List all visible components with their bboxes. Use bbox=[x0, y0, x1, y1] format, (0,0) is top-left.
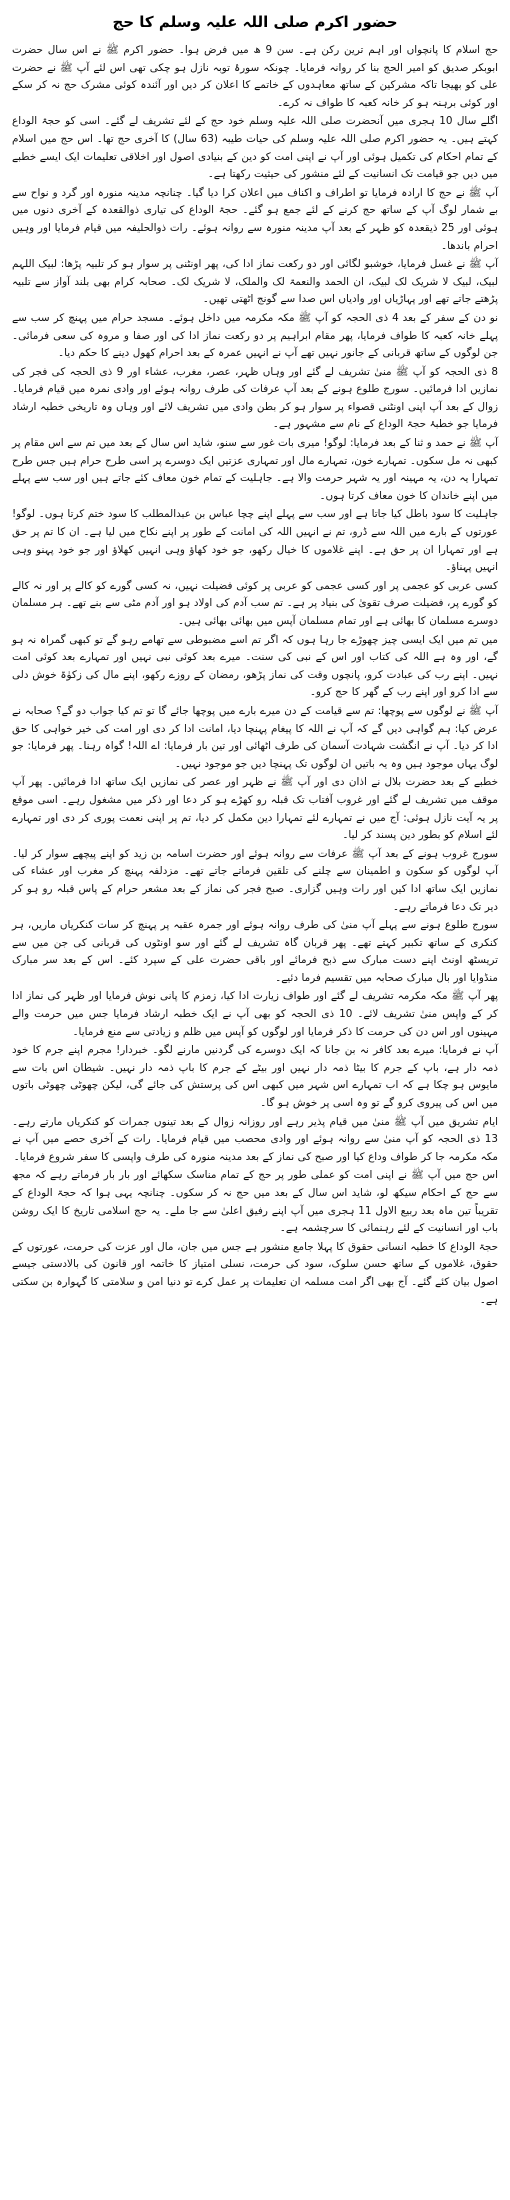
paragraph: حج اسلام کا پانچواں اور اہم ترین رکن ہے۔ سن 9 ھ میں فرض ہوا۔ حضور اکرم ﷺ نے اس سال حضرت ابوبکر صدیق کو امیر الحج بنا کر روانہ فرمایا۔ چونکہ سورۂ توبہ نازل ہو چکی تھی اس لئے آپ ﷺ نے حضرت علی کو بھیجا تاکہ مشرکین کے ساتھ معاہدوں کے خاتمے کا اعلان کر دیں اور آئندہ کوئی مشرک حج نہ کر سکے اور کوئی برہنہ ہو کر خانہ کعبہ کا طواف نہ کرے۔ bbox=[12, 44, 498, 109]
paragraph: آپ ﷺ نے حج کا ارادہ فرمایا تو اطراف و اکناف میں اعلان کرا دیا گیا۔ چنانچہ مدینہ منورہ اور گرد و نواح سے بے شمار لوگ آپ کے ساتھ حج کرنے کے لئے جمع ہو گئے۔ حجۃ الوداع کی تیاری ذوالقعدہ کے آخری دنوں میں ہوئی اور 25 ذیقعدہ کو ظہر کے بعد آپ مدینہ منورہ سے روانہ ہوئے۔ رات ذوالحلیفہ میں قیام فرمایا اور وہیں احرام باندھا۔ bbox=[12, 186, 498, 252]
paragraph: آپ ﷺ نے حمد و ثنا کے بعد فرمایا: لوگو! میری بات غور سے سنو، شاید اس سال کے بعد میں تم سے اس مقام پر کبھی نہ مل سکوں۔ تمہارے خون، تمہارے مال اور تمہاری عزتیں ایک دوسرے پر اسی طرح حرام ہیں جس طرح تمہارا یہ دن، یہ مہینہ اور یہ شہر حرمت والا ہے۔ جاہلیت کے تمام خون معاف کئے جاتے ہیں اور سب سے پہلے میں اپنے خاندان کا خون معاف کرتا ہوں۔ bbox=[12, 437, 498, 502]
paragraph: جاہلیت کا سود باطل کیا جاتا ہے اور سب سے پہلے اپنے چچا عباس بن عبدالمطلب کا سود ختم کرتا ہوں۔ لوگو! عورتوں کے بارے میں اللہ سے ڈرو، تم نے انہیں اللہ کی امانت کے طور پر اپنے نکاح میں لیا ہے۔ ان کا تم پر حق ہے اور تمہارا ان پر حق ہے۔ اپنے غلاموں کا خیال رکھو، جو خود کھاؤ وہی انہیں کھلاؤ اور جو خود پہنو وہی انہیں پہناؤ۔ bbox=[12, 508, 498, 574]
paragraph: خطبے کے بعد حضرت بلال نے اذان دی اور آپ ﷺ نے ظہر اور عصر کی نمازیں ایک ساتھ ادا فرمائیں۔ پھر آپ موقف میں تشریف لے گئے اور غروب آفتاب تک قبلہ رو کھڑے ہو کر دعا اور ذکر میں مشغول رہے۔ اسی موقع پر یہ آیت نازل ہوئی: آج میں نے تمہارے لئے تمہارا دین مکمل کر دیا، تم پر اپنی نعمت پوری کر دی اور تمہارے لئے اسلام کو بطور دین پسند کر لیا۔ bbox=[12, 776, 498, 842]
article-body bbox=[12, 42, 498, 1309]
paragraph: آپ ﷺ نے لوگوں سے پوچھا: تم سے قیامت کے دن میرے بارے میں پوچھا جائے گا تو تم کیا جواب دو گے؟ صحابہ نے عرض کیا: ہم گواہی دیں گے کہ آپ نے اللہ کا پیغام پہنچا دیا، امانت ادا کر دی اور امت کی خیر خواہی کا حق ادا کر دیا۔ آپ نے انگشت شہادت آسمان کی طرف اٹھائی اور تین بار فرمایا: اے اللہ! گواہ رہنا۔ پھر فرمایا: جو لوگ یہاں موجود ہیں وہ یہ باتیں ان لوگوں تک پہنچا دیں جو موجود نہیں۔ bbox=[12, 704, 498, 770]
paragraph: سورج غروب ہونے کے بعد آپ ﷺ عرفات سے روانہ ہوئے اور حضرت اسامہ بن زید کو اپنے پیچھے سوار کر لیا۔ آپ لوگوں کو سکون و اطمینان سے چلنے کی تلقین فرماتے جاتے تھے۔ مزدلفہ پہنچ کر مغرب اور عشاء کی نمازیں ایک ساتھ ادا کیں اور رات وہیں گزاری۔ صبح فجر کی نماز کے بعد مشعر حرام کے پاس قبلہ رو ہو کر دیر تک دعا فرماتے رہے۔ bbox=[12, 847, 498, 913]
paragraph: اگلے سال 10 ہجری میں آنحضرت صلی اللہ علیہ وسلم خود حج کے لئے تشریف لے گئے۔ اسی کو حجۃ الوداع کہتے ہیں۔ یہ حضور اکرم صلی اللہ علیہ وسلم کی حیات طیبہ (63 سال) کا آخری حج تھا۔ اس حج میں اسلام کے تمام احکام کی تکمیل ہوئی اور آپ نے اپنی امت کو دین کے بنیادی اصول اور اخلاقی تعلیمات ایک ایسے خطبے میں دیں جو قیامت تک انسانیت کے لئے منشور کی حیثیت رکھتا ہے۔ bbox=[12, 115, 498, 181]
paragraph: آپ ﷺ نے غسل فرمایا، خوشبو لگائی اور دو رکعت نماز ادا کی، پھر اونٹنی پر سوار ہو کر تلبیہ پڑھا: لبیک اللہم لبیک، لبیک لا شریک لک لبیک، ان الحمد والنعمۃ لک والملک، لا شریک لک۔ صحابہ کرام بھی بلند آواز سے تلبیہ پڑھتے جاتے تھے اور پہاڑیاں اور وادیاں اس صدا سے گونج اٹھتی تھیں۔ bbox=[12, 258, 498, 306]
paragraph: آپ نے فرمایا: میرے بعد کافر نہ بن جانا کہ ایک دوسرے کی گردنیں مارنے لگو۔ خبردار! مجرم اپنے جرم کا خود ذمہ دار ہے، باپ کے جرم کا بیٹا ذمہ دار نہیں اور بیٹے کے جرم کا باپ ذمہ دار نہیں۔ شیطان اس بات سے مایوس ہو چکا ہے کہ اب تمہارے اس شہر میں کبھی اس کی پرستش کی جائے گی، لیکن چھوٹی چھوٹی باتوں میں اس کی پیروی کرو گے تو وہ اسی پر خوش ہو گا۔ bbox=[12, 1044, 498, 1110]
paragraph: حجۃ الوداع کا خطبہ انسانی حقوق کا پہلا جامع منشور ہے جس میں جان، مال اور عزت کی حرمت، عورتوں کے حقوق، غلاموں کے ساتھ حسن سلوک، سود کی حرمت، نسلی امتیاز کا خاتمہ اور قانون کی بالادستی جیسے اصول بیان کئے گئے۔ آج بھی اگر امت مسلمہ ان تعلیمات پر عمل کرے تو دنیا امن و سلامتی کا گہوارہ بن سکتی ہے۔ bbox=[12, 1240, 498, 1306]
paragraph: اس حج میں آپ ﷺ نے اپنی امت کو عملی طور پر حج کے تمام مناسک سکھائے اور بار بار فرماتے رہے کہ مجھ سے حج کے احکام سیکھ لو، شاید اس سال کے بعد میں حج نہ کر سکوں۔ چنانچہ یہی ہوا کہ حجۃ الوداع کے تقریباً تین ماہ بعد ربیع الاول 11 ہجری میں آپ اپنے رفیق اعلیٰ سے جا ملے۔ یہ حج اسلامی تاریخ کا ایک روشن باب اور انسانیت کے لئے رہنمائی کا سرچشمہ ہے۔ bbox=[12, 1169, 498, 1235]
paragraph: میں تم میں ایک ایسی چیز چھوڑے جا رہا ہوں کہ اگر تم اسے مضبوطی سے تھامے رہو گے تو کبھی گمراہ نہ ہو گے، اور وہ ہے اللہ کی کتاب اور اس کے نبی کی سنت۔ میرے بعد کوئی نبی نہیں اور تمہارے بعد کوئی امت نہیں۔ اپنے رب کی عبادت کرو، پانچوں وقت کی نماز پڑھو، رمضان کے روزے رکھو، اپنے مال کی زکوٰۃ خوش دلی سے ادا کرو اور اپنے رب کے گھر کا حج کرو۔ bbox=[12, 633, 498, 699]
paragraph: پھر آپ ﷺ مکہ مکرمہ تشریف لے گئے اور طواف زیارت ادا کیا، زمزم کا پانی نوش فرمایا اور ظہر کی نماز ادا کر کے واپس منیٰ تشریف لائے۔ 10 ذی الحجہ کو بھی آپ نے ایک خطبہ ارشاد فرمایا جس میں حرمت والے مہینوں اور اس دن کی حرمت کا ذکر فرمایا اور لوگوں کو آپس میں ظلم و زیادتی سے منع فرمایا۔ bbox=[12, 990, 498, 1038]
paragraph: نو دن کے سفر کے بعد 4 ذی الحجہ کو آپ ﷺ مکہ مکرمہ میں داخل ہوئے۔ مسجد حرام میں پہنچ کر سب سے پہلے خانہ کعبہ کا طواف فرمایا، پھر مقام ابراہیم پر دو رکعت نماز ادا کی اور صفا و مروہ کی سعی فرمائی۔ جن لوگوں کے ساتھ قربانی کے جانور نہیں تھے آپ نے انہیں عمرہ کے بعد احرام کھول دینے کا حکم دیا۔ bbox=[12, 311, 498, 360]
paragraph: کسی عربی کو عجمی پر اور کسی عجمی کو عربی پر کوئی فضیلت نہیں، نہ کسی گورے کو کالے پر اور نہ کالے کو گورے پر، فضیلت صرف تقویٰ کی بنیاد پر ہے۔ تم سب آدم کی اولاد ہو اور آدم مٹی سے بنے تھے۔ ہر مسلمان دوسرے مسلمان کا بھائی ہے اور تمام مسلمان آپس میں بھائی بھائی ہیں۔ bbox=[12, 579, 498, 627]
paragraph: ایام تشریق میں آپ ﷺ منیٰ میں قیام پذیر رہے اور روزانہ زوال کے بعد تینوں جمرات کو کنکریاں مارتے رہے۔ 13 ذی الحجہ کو آپ منیٰ سے روانہ ہوئے اور وادی محصب میں قیام فرمایا۔ رات کے آخری حصے میں آپ نے مکہ مکرمہ جا کر طواف وداع کیا اور صبح کی نماز کے بعد مدینہ منورہ کی طرف واپسی کا سفر شروع فرمایا۔ bbox=[12, 1115, 498, 1163]
paragraph: سورج طلوع ہونے سے پہلے آپ منیٰ کی طرف روانہ ہوئے اور جمرہ عقبہ پر پہنچ کر سات کنکریاں ماریں، ہر کنکری کے ساتھ تکبیر کہتے تھے۔ پھر قربان گاہ تشریف لے گئے اور سو اونٹوں کی قربانی کی جن میں سے تریسٹھ اونٹ اپنے دست مبارک سے ذبح فرمائے اور باقی حضرت علی کے سپرد کئے۔ اس کے بعد سر مبارک منڈوایا اور بال مبارک صحابہ میں تقسیم فرما دئیے۔ bbox=[12, 919, 498, 984]
paragraph: 8 ذی الحجہ کو آپ ﷺ منیٰ تشریف لے گئے اور وہاں ظہر، عصر، مغرب، عشاء اور 9 ذی الحجہ کی فجر کی نمازیں ادا فرمائیں۔ سورج طلوع ہونے کے بعد آپ عرفات کی طرف روانہ ہوئے اور وادی نمرہ میں قیام فرمایا۔ زوال کے بعد آپ اپنی اونٹنی قصواء پر سوار ہو کر بطن وادی میں تشریف لائے اور وہاں وہ تاریخی خطبہ ارشاد فرمایا جو خطبۂ حجۃ الوداع کے نام سے مشہور ہے۔ bbox=[12, 365, 499, 431]
article-title: حضور اکرم صلی اللہ علیہ وسلم کا حج bbox=[112, 13, 398, 31]
